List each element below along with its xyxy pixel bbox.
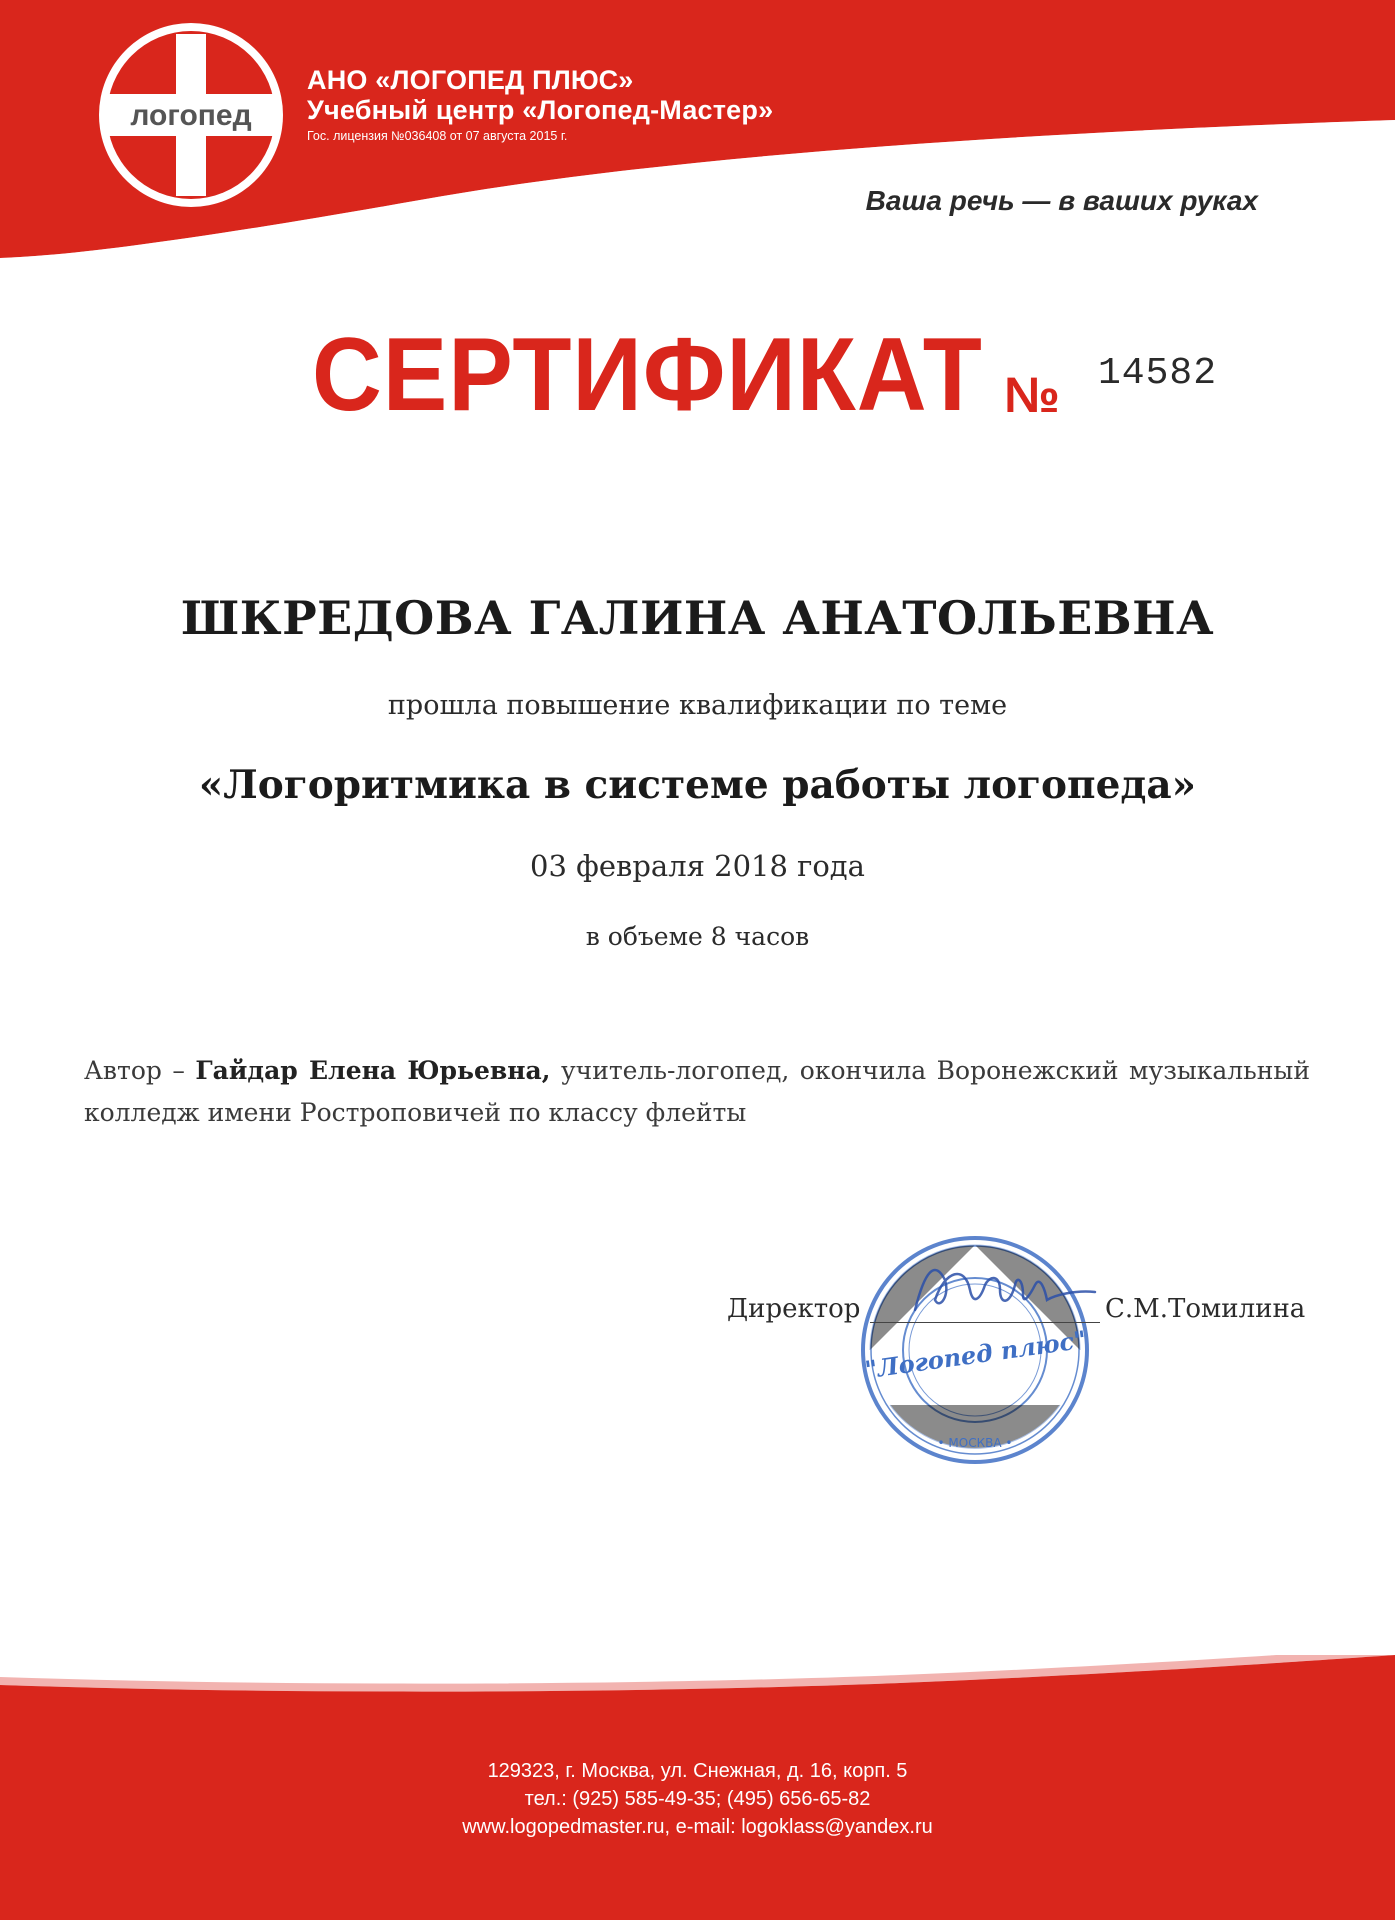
logo-icon	[96, 20, 286, 210]
number-sign: №	[1004, 367, 1060, 423]
footer-web: www.logopedmaster.ru, e-mail: logoklass@yandex.ru	[462, 1816, 933, 1838]
logo-text: логопед	[130, 99, 252, 132]
footer-contacts	[0, 1757, 1395, 1841]
author-description: учитель-логопед, окончила Воронежский музыкальный колледж имени Ростроповичей по классу флейты	[84, 1056, 1310, 1127]
signature-icon	[905, 1250, 1105, 1330]
center-name: Учебный центр «Логопед-Мастер»	[307, 95, 774, 125]
org-name: АНО «ЛОГОПЕД ПЛЮС»	[307, 65, 634, 95]
stamp-bottom-text: • МОСКВА •	[937, 1436, 1013, 1450]
course-volume: в объеме 8 часов	[585, 922, 810, 951]
certificate-title: СЕРТИФИКАТ	[312, 317, 983, 433]
author-name: Гайдар Елена Юрьевна,	[195, 1056, 551, 1085]
author-prefix: Автор –	[84, 1056, 196, 1085]
course-topic: «Логоритмика в системе работы логопеда»	[198, 762, 1197, 808]
author-paragraph	[84, 1050, 1310, 1134]
signature-line	[870, 1322, 1100, 1323]
license-text: Гос. лицензия №036408 от 07 августа 2015 г.	[307, 129, 568, 143]
stamp-center-text: "Логопед плюс"	[863, 1324, 1089, 1385]
course-date: 03 февраля 2018 года	[530, 849, 865, 883]
director-label: Директор	[727, 1294, 861, 1324]
footer-address: 129323, г. Москва, ул. Снежная, д. 16, корп. 5	[487, 1760, 908, 1782]
org-block	[307, 65, 773, 143]
slogan: Ваша речь — в ваших руках	[865, 185, 1258, 216]
certificate-number: 14582	[1098, 352, 1218, 395]
intro-text: прошла повышение квалификации по теме	[387, 690, 1008, 721]
director-name: С.М.Томилина	[1105, 1294, 1306, 1324]
recipient-name: ШКРЕДОВА ГАЛИНА АНАТОЛЬЕВНА	[180, 591, 1215, 645]
footer-phones: тел.: (925) 585-49-35; (495) 656-65-82	[524, 1788, 871, 1810]
